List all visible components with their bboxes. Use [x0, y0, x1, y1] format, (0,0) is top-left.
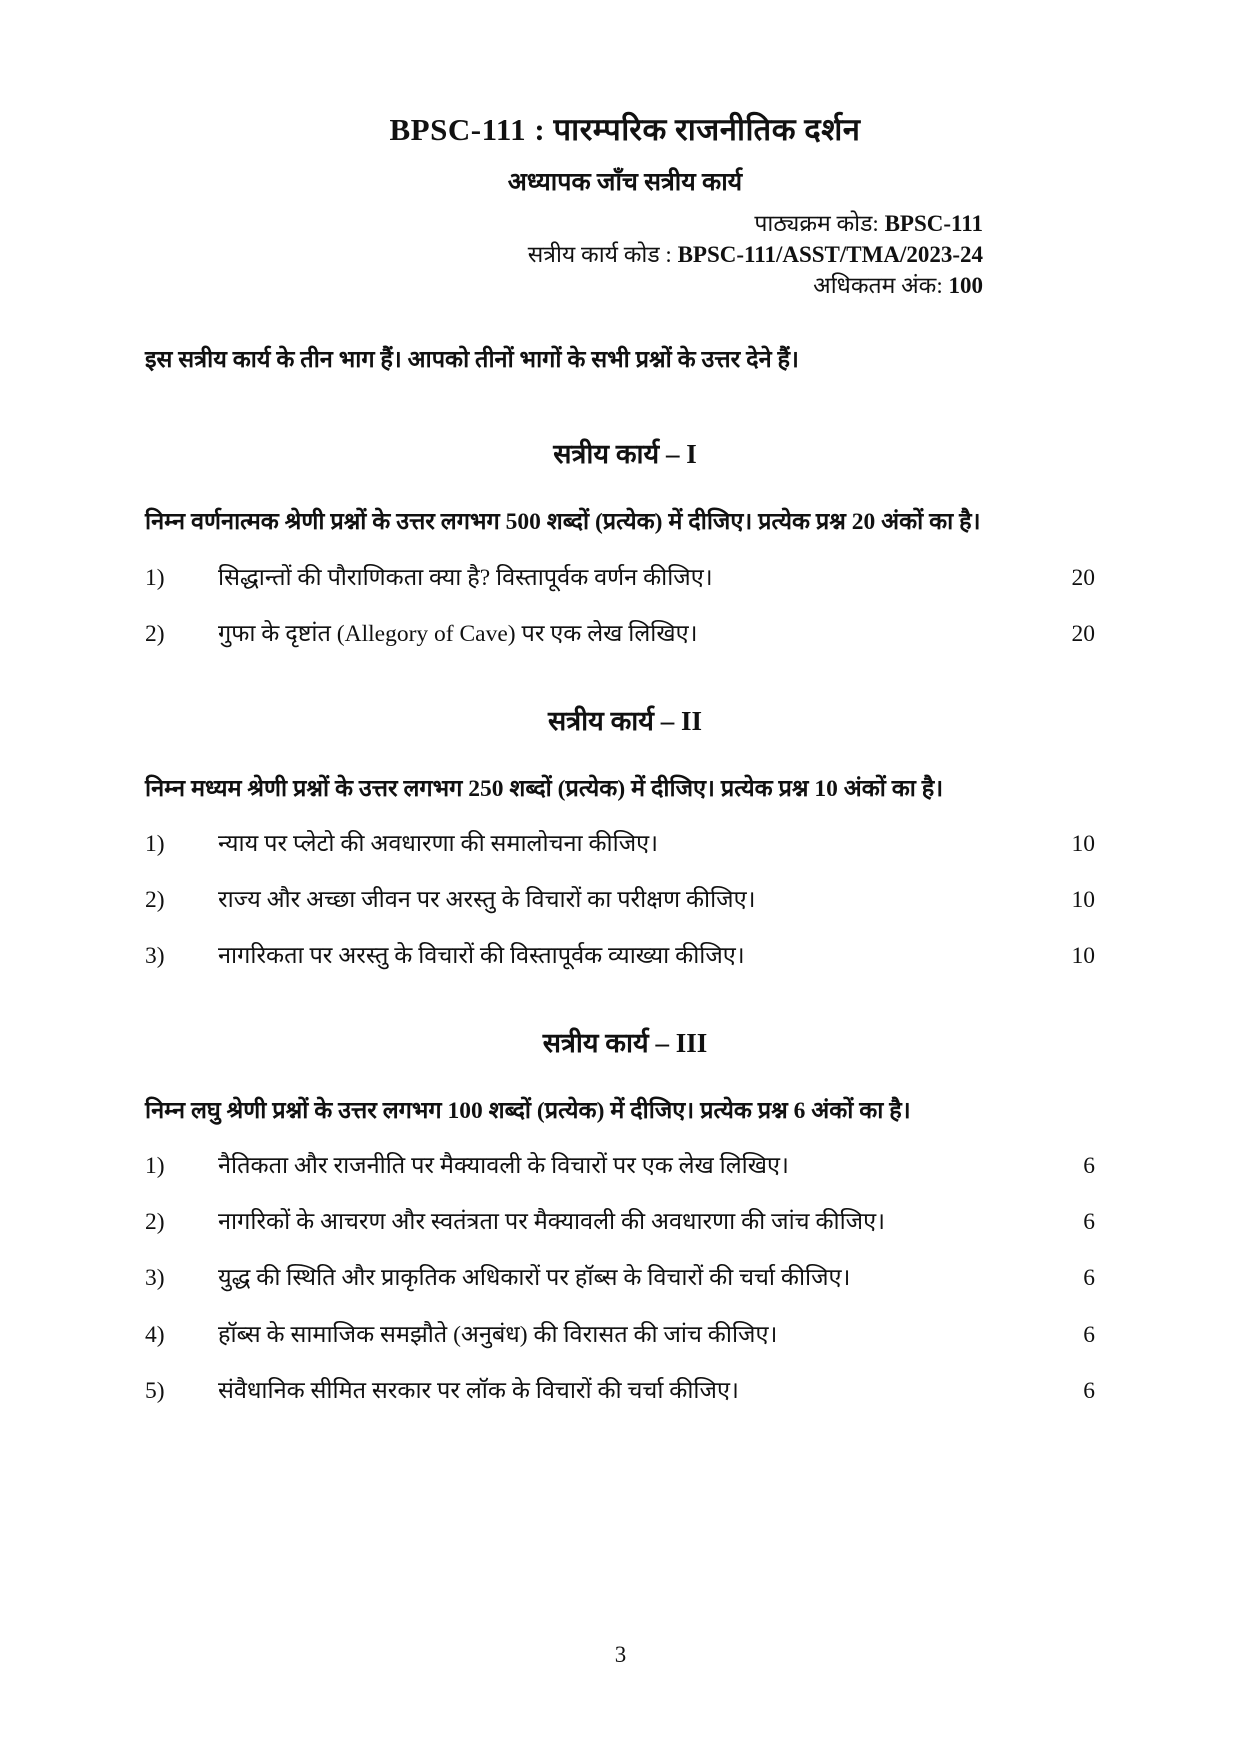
question-text: राज्य और अच्छा जीवन पर अरस्तु के विचारों का परीक्षण कीजिए।: [218, 886, 756, 913]
question-marks: 20: [1071, 564, 1095, 591]
question-text: युद्ध की स्थिति और प्राकृतिक अधिकारों पर हॉब्स के विचारों की चर्चा कीजिए।: [218, 1265, 851, 1292]
question-text: नागरिकों के आचरण और स्वतंत्रता पर मैक्यावली की अवधारणा की जांच कीजिए।: [218, 1209, 886, 1236]
question-row: [145, 1149, 1105, 1183]
question-text: सिद्धान्तों की पौराणिकता क्या है? विस्तापूर्वक वर्णन कीजिए।: [218, 564, 713, 591]
max-marks-line: [145, 270, 983, 301]
question-text: गुफा के दृष्टांत (Allegory of Cave) पर एक लेख लिखिए।: [218, 620, 698, 647]
question-text: संवैधानिक सीमित सरकार पर लॉक के विचारों की चर्चा कीजिए।: [218, 1377, 739, 1404]
max-marks-value: 100: [948, 273, 983, 298]
question-marks: 6: [1083, 1321, 1095, 1348]
page-number: 3: [614, 1642, 627, 1667]
section-2-heading: सत्रीय कार्य – II: [548, 705, 702, 736]
question-row: [145, 827, 1105, 861]
question-marks: 6: [1083, 1377, 1095, 1404]
question-number: 2): [145, 620, 165, 647]
question-text: न्याय पर प्लेटो की अवधारणा की समालोचना कीजिए।: [218, 830, 659, 857]
question-number: 2): [145, 886, 165, 913]
question-marks: 6: [1083, 1153, 1095, 1180]
question-number: 1): [145, 830, 165, 857]
question-number: 4): [145, 1321, 165, 1348]
course-code-value: BPSC-111: [884, 211, 983, 236]
question-number: 3): [145, 943, 165, 969]
question-marks: 10: [1071, 886, 1095, 913]
page-title: BPSC-111 : पारम्परिक राजनीतिक दर्शन: [389, 112, 861, 147]
course-code-line: [145, 208, 983, 239]
question-number: 3): [145, 1265, 165, 1292]
section-2: [145, 701, 1105, 973]
course-meta: [145, 208, 1105, 301]
question-row: [145, 561, 1105, 595]
question-number: 2): [145, 1209, 165, 1236]
question-marks: 10: [1071, 943, 1095, 969]
question-text: नागरिकता पर अरस्तु के विचारों की विस्तापूर्वक व्याख्या कीजिए।: [218, 943, 745, 969]
question-text: हॉब्स के सामाजिक समझौते (अनुबंध) की विरासत की जांच कीजिए।: [218, 1321, 778, 1348]
assignment-code-value: BPSC-111/ASST/TMA/2023-24: [677, 242, 983, 267]
question-row: [145, 1374, 1105, 1408]
course-code-label: पाठ्यक्रम कोड:: [754, 211, 879, 236]
question-row: [145, 939, 1105, 973]
question-text: नैतिकता और राजनीति पर मैक्यावली के विचारों पर एक लेख लिखिए।: [218, 1153, 789, 1180]
assignment-code-label: सत्रीय कार्य कोड :: [527, 242, 672, 267]
section-1-heading: सत्रीय कार्य – I: [553, 439, 697, 470]
section-3: [145, 1023, 1105, 1408]
question-row: [145, 1261, 1105, 1295]
question-number: 1): [145, 1153, 165, 1180]
question-marks: 6: [1083, 1209, 1095, 1236]
question-marks: 10: [1071, 830, 1095, 857]
assignment-code-line: [145, 239, 983, 270]
max-marks-label: अधिकतम अंक:: [813, 273, 943, 298]
question-marks: 20: [1071, 620, 1095, 647]
question-row: [145, 617, 1105, 651]
section-1: [145, 434, 1105, 650]
question-number: 1): [145, 564, 165, 591]
section-3-instruction: निम्न लघु श्रेणी प्रश्नों के उत्तर लगभग 100 शब्दों (प्रत्येक) में दीजिए। प्रत्येक प्रश्न 6 अंकों का है।: [145, 1098, 911, 1125]
section-3-heading: सत्रीय कार्य – III: [542, 1028, 708, 1059]
section-2-instruction: निम्न मध्यम श्रेणी प्रश्नों के उत्तर लगभग 250 शब्दों (प्रत्येक) में दीजिए। प्रत्येक प्रश्न 10 अंकों का है।: [145, 775, 944, 802]
question-row: [145, 1318, 1105, 1352]
general-instruction: इस सत्रीय कार्य के तीन भाग हैं। आपको तीनों भागों के सभी प्रश्नों के उत्तर देने हैं।: [145, 347, 799, 373]
question-row: [145, 1205, 1105, 1239]
section-1-instruction: निम्न वर्णनात्मक श्रेणी प्रश्नों के उत्तर लगभग 500 शब्दों (प्रत्येक) में दीजिए। प्रत्येक प्रश्न 20 अंकों का है।: [145, 509, 981, 536]
question-marks: 6: [1083, 1265, 1095, 1292]
question-number: 5): [145, 1377, 165, 1404]
page-subtitle: अध्यापक जाँच सत्रीय कार्य: [507, 169, 743, 196]
question-row: [145, 883, 1105, 917]
